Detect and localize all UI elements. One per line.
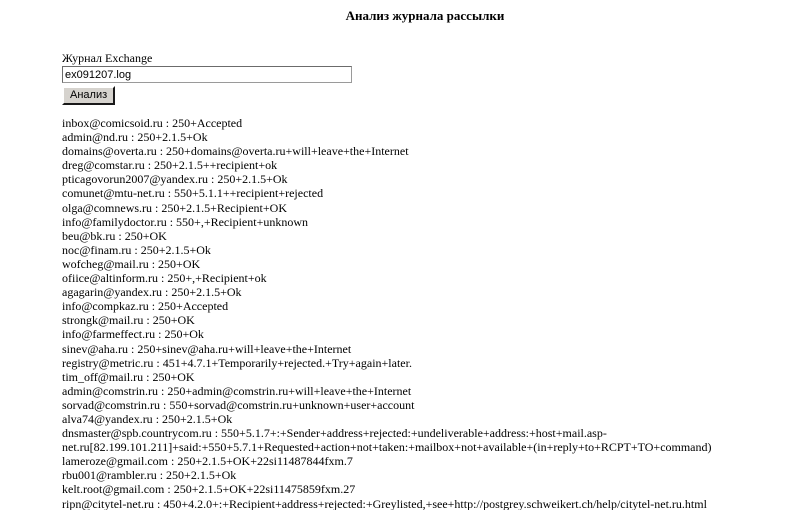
result-line: [62, 299, 788, 313]
result-line: [62, 497, 788, 510]
result-separator: :: [158, 271, 168, 286]
log-form: [62, 52, 788, 105]
result-status: 250+2.1.5+Ok: [166, 468, 237, 483]
result-line: [62, 454, 788, 468]
result-line: [62, 384, 788, 398]
result-line: [62, 482, 788, 496]
result-separator: :: [156, 468, 167, 483]
result-email: info@compkaz.ru: [62, 299, 149, 314]
result-separator: :: [128, 341, 138, 356]
result-line: [62, 370, 788, 384]
result-status: 550+sorvad@comstrin.ru+unknown+user+account: [169, 397, 415, 412]
result-email: agagarin@yandex.ru: [62, 285, 163, 300]
result-status: 250+2.1.5+OK+22si11475859fxm.27: [173, 482, 356, 497]
result-separator: :: [148, 256, 159, 271]
result-email: info@familydoctor.ru: [62, 214, 167, 229]
result-status: 550+5.1.1++recipient+rejected: [174, 186, 324, 201]
result-line: [62, 257, 788, 271]
result-separator: :: [208, 172, 218, 187]
result-email: comunet@mtu-net.ru: [62, 186, 165, 201]
result-separator: :: [158, 383, 168, 398]
result-email: rbu001@rambler.ru: [62, 468, 157, 483]
result-email: sorvad@comstrin.ru: [62, 397, 161, 412]
result-separator: :: [168, 454, 178, 469]
result-email: kelt.root@gmail.com: [62, 482, 165, 497]
result-separator: :: [164, 482, 174, 497]
result-status: 250+admin@comstrin.ru+will+leave+the+Internet: [167, 383, 412, 398]
result-status: 250+domains@overta.ru+will+leave+the+Internet: [166, 144, 409, 159]
result-status: 250+2.1.5+Ok: [171, 285, 242, 300]
result-email: registry@metric.ru: [62, 355, 154, 370]
result-separator: :: [166, 214, 177, 229]
result-line: [62, 229, 788, 243]
result-status: 550+,+Recipient+unknown: [176, 214, 308, 229]
result-line: [62, 271, 788, 285]
result-line: [62, 172, 788, 186]
result-separator: :: [148, 299, 159, 314]
result-status: 250+2.1.5+Ok: [162, 411, 233, 426]
result-email: beu@bk.ru: [62, 228, 116, 243]
result-status: 250+Accepted: [172, 116, 243, 130]
result-separator: :: [211, 426, 222, 441]
result-separator: :: [162, 285, 172, 300]
result-line: [62, 285, 788, 299]
result-status: 250+2.1.5+Ok: [140, 242, 211, 257]
result-status: 250+Ok: [164, 327, 204, 342]
result-email: alva74@yandex.ru: [62, 411, 153, 426]
results-list: [62, 116, 788, 510]
result-line: [62, 116, 788, 130]
result-status: 250+,+Recipient+ok: [167, 271, 267, 286]
result-status: 250+2.1.5++recipient+ok: [154, 158, 278, 173]
result-line: [62, 426, 788, 454]
result-status: 250+OK: [152, 313, 195, 328]
result-status: 250+2.1.5+Ok: [137, 130, 208, 145]
result-email: wofcheg@mail.ru: [62, 256, 149, 271]
result-email: ofiice@altinform.ru: [62, 271, 159, 286]
result-email: sinev@aha.ru: [62, 341, 129, 356]
result-status: 451+4.7.1+Temporarily+rejected.+Try+again+later.: [162, 355, 412, 370]
result-status: 250+2.1.5+Ok: [217, 172, 288, 187]
result-email: dreg@comstar.ru: [62, 158, 145, 173]
result-separator: :: [156, 144, 167, 159]
result-status: 450+4.2.0+:+Recipient+address+rejected:+Greylisted,+see+http://postgrey.schweikert.ch/help/citytel-net.ru.html: [163, 496, 707, 510]
result-line: [62, 130, 788, 144]
result-line: [62, 412, 788, 426]
result-email: inbox@comicsoid.ru: [62, 116, 163, 130]
result-line: [62, 144, 788, 158]
result-separator: :: [154, 496, 164, 510]
result-email: lameroze@gmail.com: [62, 454, 169, 469]
result-separator: :: [164, 186, 175, 201]
result-line: [62, 342, 788, 356]
log-filename-input[interactable]: [62, 66, 352, 83]
result-line: [62, 327, 788, 341]
result-email: admin@comstrin.ru: [62, 383, 159, 398]
result-separator: :: [143, 313, 153, 328]
result-separator: :: [143, 369, 153, 384]
result-email: olga@comnews.ru: [62, 200, 153, 215]
result-status: 250+OK: [152, 369, 195, 384]
page: [62, 0, 788, 510]
result-line: [62, 356, 788, 370]
result-separator: :: [144, 158, 155, 173]
result-line: [62, 158, 788, 172]
result-separator: :: [160, 397, 170, 412]
result-separator: :: [152, 411, 163, 426]
result-email: pticagovorun2007@yandex.ru: [62, 172, 209, 187]
result-line: [62, 201, 788, 215]
result-email: admin@nd.ru: [62, 130, 129, 145]
result-separator: :: [153, 355, 163, 370]
result-line: [62, 186, 788, 200]
result-status: 250+OK: [124, 228, 167, 243]
result-separator: :: [128, 130, 138, 145]
result-line: [62, 468, 788, 482]
result-separator: :: [155, 327, 165, 342]
result-status: 250+sinev@aha.ru+will+leave+the+Internet: [137, 341, 352, 356]
result-status: 550+5.1.7+:+Sender+address+rejected:+undeliverable+address:+host+mail.asp-net.ru[82.199.101.211]+said:+550+5.7.1+Requested+action+not+taken:+mailbox+not+available+(in+reply+to+RCPT+TO+command): [62, 426, 712, 455]
result-separator: :: [152, 200, 162, 215]
result-line: [62, 215, 788, 229]
page-title: Анализ журнала рассылки: [345, 8, 505, 23]
result-email: strongk@mail.ru: [62, 313, 144, 328]
analyze-button[interactable]: Анализ: [62, 86, 115, 105]
result-separator: :: [162, 116, 173, 130]
result-line: [62, 398, 788, 412]
result-status: 250+OK: [158, 256, 201, 271]
result-email: dnsmaster@spb.countrycom.ru: [62, 426, 212, 441]
result-email: info@farmeffect.ru: [62, 327, 156, 342]
result-status: 250+Accepted: [158, 299, 229, 314]
result-line: [62, 243, 788, 257]
result-separator: :: [131, 242, 141, 257]
exchange-log-label: Журнал Exchange: [62, 51, 153, 65]
result-email: domains@overta.ru: [62, 144, 157, 159]
result-email: noc@finam.ru: [62, 242, 132, 257]
result-status: 250+2.1.5+OK+22si11487844fxm.7: [177, 454, 353, 469]
result-separator: :: [115, 228, 125, 243]
result-status: 250+2.1.5+Recipient+OK: [161, 200, 287, 215]
result-line: [62, 313, 788, 327]
result-email: ripn@citytel-net.ru: [62, 496, 155, 510]
result-email: tim_off@mail.ru: [62, 369, 144, 384]
